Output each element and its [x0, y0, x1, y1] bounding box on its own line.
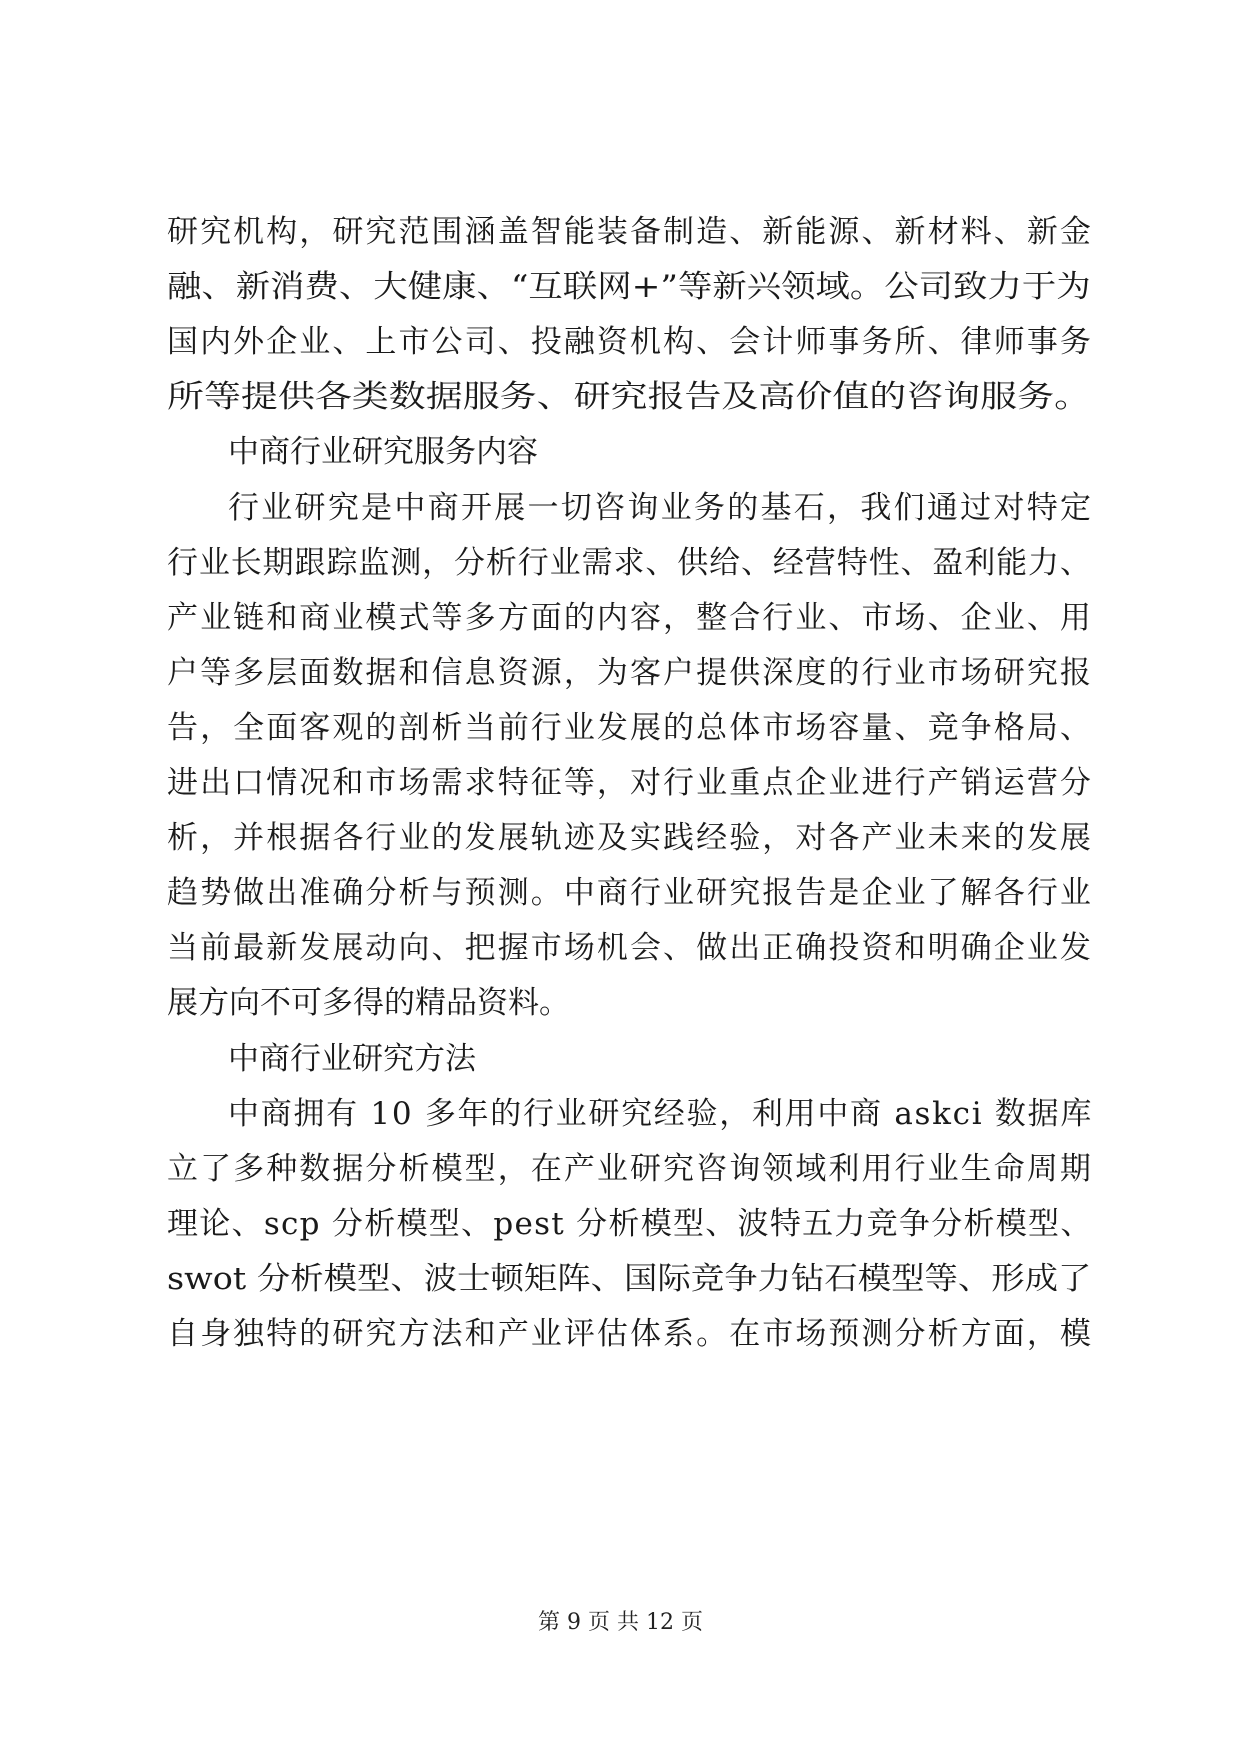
- paragraph-line: 告，全面客观的剖析当前行业发展的总体市场容量、竞争格局、: [167, 710, 1093, 746]
- paragraph-line: 趋势做出准确分析与预测。中商行业研究报告是企业了解各行业: [167, 875, 1093, 911]
- paragraph-line: 户等多层面数据和信息资源，为客户提供深度的行业市场研究报: [167, 655, 1093, 691]
- paragraph-line: 行业长期跟踪监测，分析行业需求、供给、经营特性、盈利能力、: [167, 545, 1092, 581]
- paragraph-line: 自身独特的研究方法和产业评估体系。在市场预测分析方面，模: [167, 1316, 1093, 1352]
- paragraph-line: 立了多种数据分析模型，在产业研究咨询领域利用行业生命周期: [167, 1151, 1093, 1187]
- paragraph-line: 产业链和商业模式等多方面的内容，整合行业、市场、企业、用: [167, 600, 1093, 636]
- paragraph-line: 融、新消费、大健康、“互联网+”等新兴领域。公司致力于为: [167, 269, 1091, 305]
- paragraph-line: 国内外企业、上市公司、投融资机构、会计师事务所、律师事务: [167, 324, 1093, 360]
- paragraph-line: 进出口情况和市场需求特征等，对行业重点企业进行产销运营分: [167, 765, 1093, 801]
- paragraph-line: 展方向不可多得的精品资料。: [167, 985, 570, 1021]
- paragraph-line: 所等提供各类数据服务、研究报告及高价值的咨询服务。: [167, 379, 1092, 415]
- paragraph-line: swot 分析模型、波士顿矩阵、国际竞争力钻石模型等、形成了: [167, 1261, 1092, 1297]
- section-heading: 中商行业研究服务内容: [228, 434, 538, 470]
- paragraph-line: 理论、scp 分析模型、pest 分析模型、波特五力竞争分析模型、: [167, 1206, 1093, 1242]
- paragraph-line: 当前最新发展动向、把握市场机会、做出正确投资和明确企业发: [167, 930, 1093, 966]
- paragraph-line: 中商拥有 10 多年的行业研究经验，利用中商 askci 数据库: [228, 1096, 1094, 1132]
- paragraph-line: 析，并根据各行业的发展轨迹及实践经验，对各产业未来的发展: [167, 820, 1093, 856]
- section-heading: 中商行业研究方法: [228, 1041, 476, 1077]
- paragraph-line: 研究机构，研究范围涵盖智能装备制造、新能源、新材料、新金: [167, 214, 1093, 250]
- page-number-footer: 第 9 页 共 12 页: [538, 1610, 703, 1635]
- paragraph-line: 行业研究是中商开展一切咨询业务的基石，我们通过对特定: [228, 490, 1094, 526]
